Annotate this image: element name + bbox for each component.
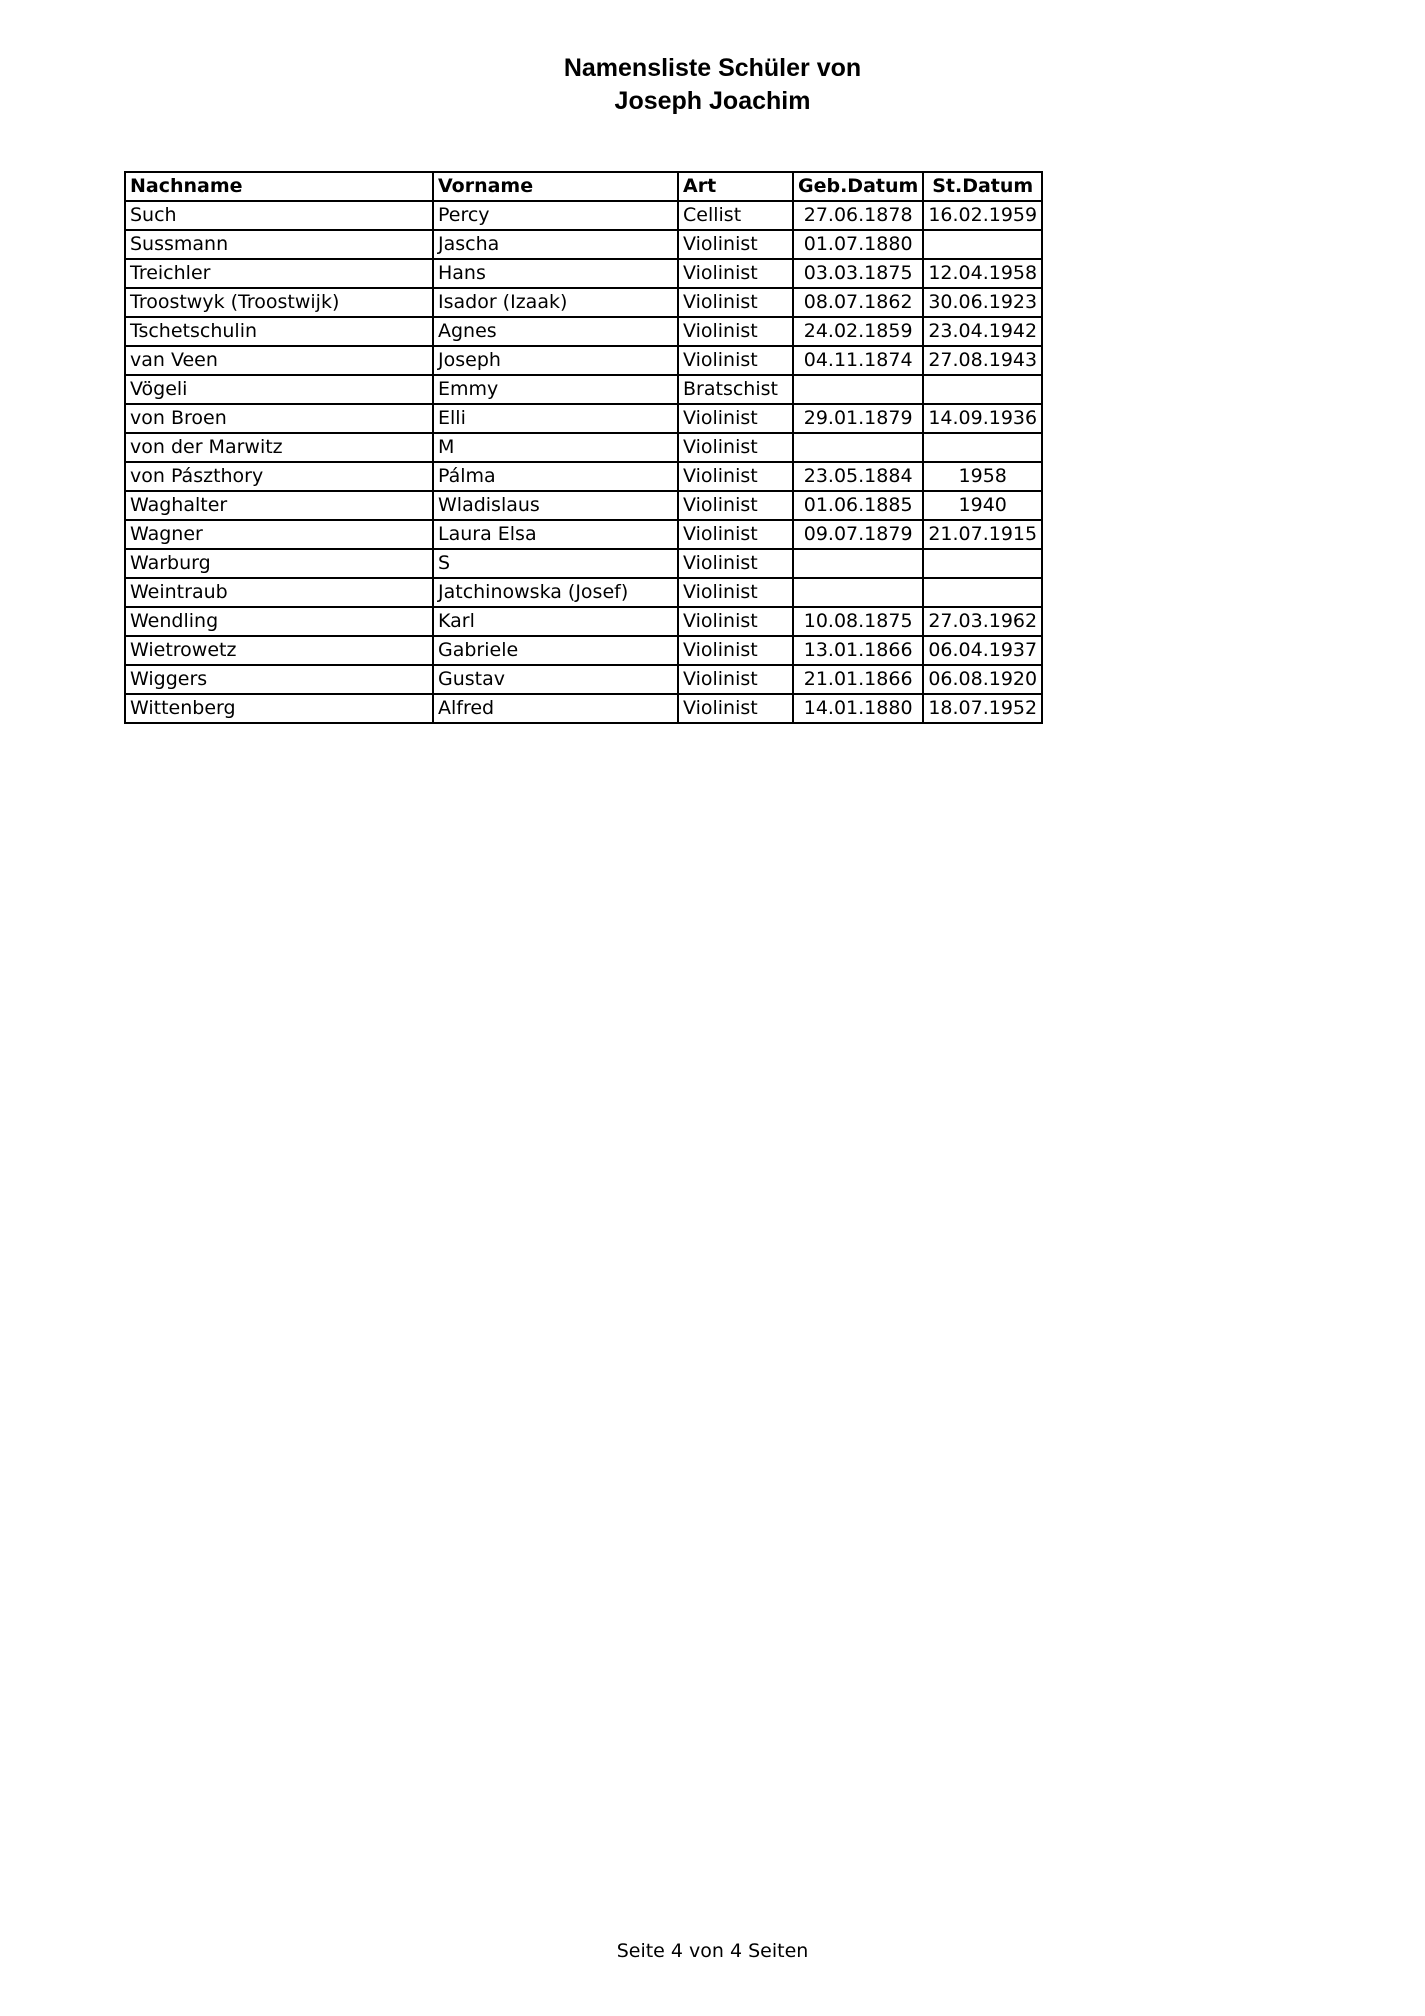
cell-nachname: Wietrowetz (125, 636, 433, 665)
table-row (125, 288, 1042, 317)
cell-st-datum (923, 549, 1042, 578)
cell-geb-datum: 10.08.1875 (793, 607, 923, 636)
cell-st-datum: 06.08.1920 (923, 665, 1042, 694)
cell-art: Violinist (678, 404, 793, 433)
page-title (0, 52, 1425, 118)
cell-art: Violinist (678, 317, 793, 346)
cell-art: Violinist (678, 549, 793, 578)
cell-geb-datum: 04.11.1874 (793, 346, 923, 375)
cell-nachname: Wiggers (125, 665, 433, 694)
cell-geb-datum (793, 578, 923, 607)
cell-vorname: Percy (433, 201, 678, 230)
header-geb-datum: Geb.Datum (793, 172, 923, 201)
table-row (125, 433, 1042, 462)
cell-vorname: Wladislaus (433, 491, 678, 520)
cell-nachname: Wittenberg (125, 694, 433, 723)
cell-art: Violinist (678, 288, 793, 317)
table-row (125, 578, 1042, 607)
page-title-line-2: Joseph Joachim (614, 87, 811, 115)
cell-nachname: von der Marwitz (125, 433, 433, 462)
cell-st-datum: 21.07.1915 (923, 520, 1042, 549)
cell-geb-datum: 03.03.1875 (793, 259, 923, 288)
cell-art: Violinist (678, 578, 793, 607)
cell-st-datum: 06.04.1937 (923, 636, 1042, 665)
cell-art: Violinist (678, 665, 793, 694)
cell-vorname: Agnes (433, 317, 678, 346)
cell-nachname: Waghalter (125, 491, 433, 520)
cell-nachname: Troostwyk (Troostwijk) (125, 288, 433, 317)
cell-st-datum (923, 433, 1042, 462)
cell-geb-datum: 27.06.1878 (793, 201, 923, 230)
cell-nachname: Wendling (125, 607, 433, 636)
cell-nachname: Tschetschulin (125, 317, 433, 346)
cell-vorname: Jatchinowska (Josef) (433, 578, 678, 607)
table-row (125, 549, 1042, 578)
cell-art: Violinist (678, 346, 793, 375)
table-row (125, 404, 1042, 433)
cell-st-datum: 12.04.1958 (923, 259, 1042, 288)
cell-nachname: von Broen (125, 404, 433, 433)
cell-vorname: Pálma (433, 462, 678, 491)
cell-vorname: Jascha (433, 230, 678, 259)
cell-nachname: Warburg (125, 549, 433, 578)
table-row (125, 259, 1042, 288)
cell-geb-datum (793, 549, 923, 578)
cell-geb-datum: 23.05.1884 (793, 462, 923, 491)
cell-art: Violinist (678, 636, 793, 665)
cell-nachname: van Veen (125, 346, 433, 375)
cell-vorname: Alfred (433, 694, 678, 723)
cell-vorname: Gustav (433, 665, 678, 694)
table-row (125, 375, 1042, 404)
table-row (125, 607, 1042, 636)
cell-st-datum: 27.08.1943 (923, 346, 1042, 375)
cell-art: Violinist (678, 607, 793, 636)
cell-vorname: Joseph (433, 346, 678, 375)
cell-geb-datum: 01.07.1880 (793, 230, 923, 259)
header-st-datum: St.Datum (923, 172, 1042, 201)
page-title-line-1: Namensliste Schüler von (563, 54, 862, 82)
cell-st-datum: 16.02.1959 (923, 201, 1042, 230)
header-nachname: Nachname (125, 172, 433, 201)
cell-st-datum: 30.06.1923 (923, 288, 1042, 317)
table-row (125, 462, 1042, 491)
table-row (125, 230, 1042, 259)
cell-nachname: Wagner (125, 520, 433, 549)
cell-geb-datum: 09.07.1879 (793, 520, 923, 549)
cell-art: Violinist (678, 433, 793, 462)
cell-art: Violinist (678, 520, 793, 549)
cell-art: Cellist (678, 201, 793, 230)
header-art: Art (678, 172, 793, 201)
cell-st-datum: 1958 (923, 462, 1042, 491)
cell-geb-datum: 01.06.1885 (793, 491, 923, 520)
student-table (124, 171, 1043, 724)
table-row (125, 636, 1042, 665)
cell-geb-datum: 21.01.1866 (793, 665, 923, 694)
cell-vorname: Emmy (433, 375, 678, 404)
cell-vorname: M (433, 433, 678, 462)
cell-st-datum: 18.07.1952 (923, 694, 1042, 723)
cell-st-datum (923, 578, 1042, 607)
cell-vorname: Hans (433, 259, 678, 288)
cell-vorname: Karl (433, 607, 678, 636)
header-vorname: Vorname (433, 172, 678, 201)
cell-st-datum: 14.09.1936 (923, 404, 1042, 433)
table-header (125, 172, 1042, 201)
cell-art: Violinist (678, 230, 793, 259)
cell-st-datum (923, 230, 1042, 259)
cell-art: Bratschist (678, 375, 793, 404)
cell-geb-datum: 08.07.1862 (793, 288, 923, 317)
cell-nachname: Sussmann (125, 230, 433, 259)
cell-vorname: S (433, 549, 678, 578)
table-row (125, 665, 1042, 694)
cell-geb-datum: 13.01.1866 (793, 636, 923, 665)
cell-nachname: Vögeli (125, 375, 433, 404)
cell-st-datum: 23.04.1942 (923, 317, 1042, 346)
cell-nachname: Treichler (125, 259, 433, 288)
table-row (125, 346, 1042, 375)
page-footer: Seite 4 von 4 Seiten (616, 1940, 809, 1962)
table-row (125, 694, 1042, 723)
cell-st-datum: 27.03.1962 (923, 607, 1042, 636)
cell-geb-datum (793, 433, 923, 462)
cell-geb-datum: 24.02.1859 (793, 317, 923, 346)
cell-geb-datum (793, 375, 923, 404)
cell-art: Violinist (678, 491, 793, 520)
table-row (125, 317, 1042, 346)
cell-st-datum (923, 375, 1042, 404)
cell-geb-datum: 14.01.1880 (793, 694, 923, 723)
cell-vorname: Isador (Izaak) (433, 288, 678, 317)
cell-art: Violinist (678, 694, 793, 723)
cell-nachname: Such (125, 201, 433, 230)
table-header-row (125, 172, 1042, 201)
table-row (125, 520, 1042, 549)
cell-art: Violinist (678, 462, 793, 491)
table-body (125, 201, 1042, 723)
cell-vorname: Gabriele (433, 636, 678, 665)
table-row (125, 201, 1042, 230)
cell-st-datum: 1940 (923, 491, 1042, 520)
cell-nachname: von Pászthory (125, 462, 433, 491)
cell-vorname: Elli (433, 404, 678, 433)
cell-geb-datum: 29.01.1879 (793, 404, 923, 433)
table-row (125, 491, 1042, 520)
cell-vorname: Laura Elsa (433, 520, 678, 549)
cell-nachname: Weintraub (125, 578, 433, 607)
cell-art: Violinist (678, 259, 793, 288)
